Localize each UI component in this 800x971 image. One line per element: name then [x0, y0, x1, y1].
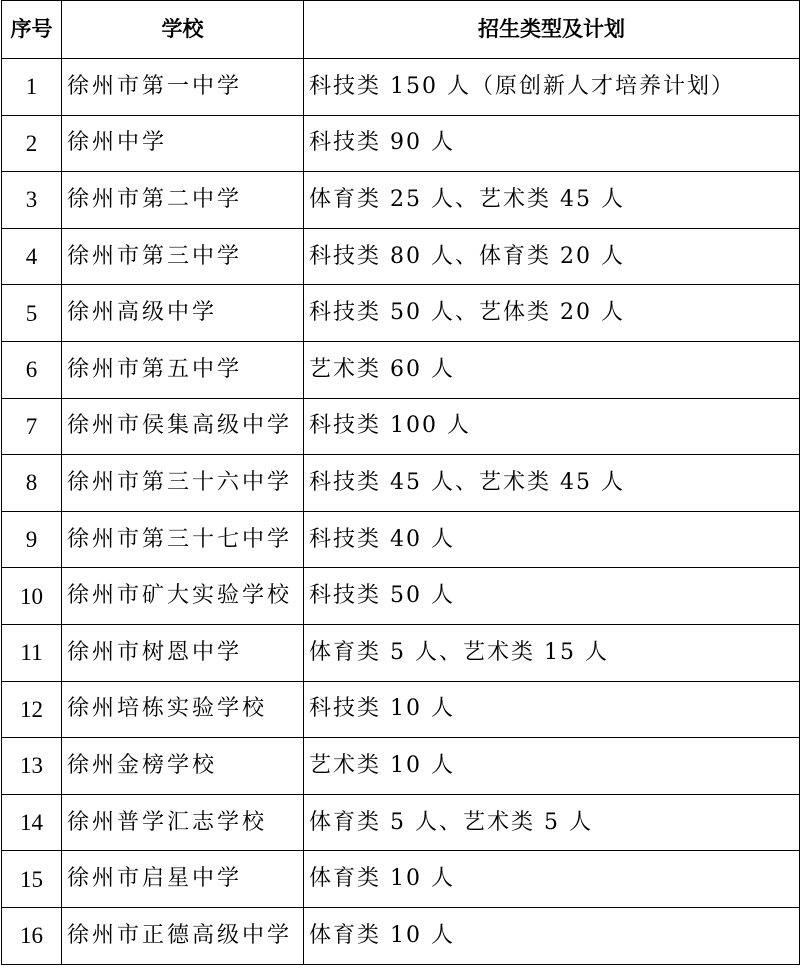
- table-row: [2, 681, 800, 738]
- row-school: 徐州市第二中学: [62, 172, 304, 229]
- row-index: 16: [2, 907, 62, 964]
- header-index: 序号: [2, 1, 62, 59]
- row-school: 徐州高级中学: [62, 285, 304, 342]
- table-row: [2, 851, 800, 908]
- row-index: 12: [2, 681, 62, 738]
- row-index: 15: [2, 851, 62, 908]
- row-plan: 科技类 50 人、艺体类 20 人: [304, 285, 800, 342]
- row-plan: 科技类 100 人: [304, 398, 800, 455]
- row-index: 8: [2, 455, 62, 512]
- row-index: 3: [2, 172, 62, 229]
- row-school: 徐州市第五中学: [62, 341, 304, 398]
- table-row: [2, 511, 800, 568]
- row-plan: 科技类 150 人（原创新人才培养计划）: [304, 59, 800, 116]
- table-row: [2, 398, 800, 455]
- table-row: [2, 228, 800, 285]
- row-index: 6: [2, 341, 62, 398]
- table-row: [2, 794, 800, 851]
- row-index: 13: [2, 738, 62, 795]
- table-body: [2, 59, 800, 965]
- row-plan: 科技类 40 人: [304, 511, 800, 568]
- table-row: [2, 738, 800, 795]
- row-school: 徐州市正德高级中学: [62, 907, 304, 964]
- row-plan: 科技类 90 人: [304, 115, 800, 172]
- row-index: 7: [2, 398, 62, 455]
- row-school: 徐州市第三十七中学: [62, 511, 304, 568]
- table-row: [2, 907, 800, 964]
- row-plan: 科技类 50 人: [304, 568, 800, 625]
- header-plan: 招生类型及计划: [304, 1, 800, 59]
- row-school: 徐州市第三十六中学: [62, 455, 304, 512]
- table-header: [2, 1, 800, 59]
- row-plan: 科技类 45 人、艺术类 45 人: [304, 455, 800, 512]
- row-school: 徐州市侯集高级中学: [62, 398, 304, 455]
- row-school: 徐州培栋实验学校: [62, 681, 304, 738]
- row-plan: 科技类 10 人: [304, 681, 800, 738]
- row-index: 9: [2, 511, 62, 568]
- table-row: [2, 115, 800, 172]
- row-school: 徐州市树恩中学: [62, 624, 304, 681]
- table-row: [2, 285, 800, 342]
- row-plan: 体育类 10 人: [304, 907, 800, 964]
- row-index: 5: [2, 285, 62, 342]
- row-school: 徐州中学: [62, 115, 304, 172]
- table-row: [2, 341, 800, 398]
- row-school: 徐州市矿大实验学校: [62, 568, 304, 625]
- table-row: [2, 59, 800, 116]
- row-school: 徐州金榜学校: [62, 738, 304, 795]
- row-index: 4: [2, 228, 62, 285]
- row-school: 徐州普学汇志学校: [62, 794, 304, 851]
- row-index: 14: [2, 794, 62, 851]
- row-school: 徐州市启星中学: [62, 851, 304, 908]
- row-index: 10: [2, 568, 62, 625]
- row-school: 徐州市第三中学: [62, 228, 304, 285]
- header-row: [2, 1, 800, 59]
- row-index: 2: [2, 115, 62, 172]
- row-school: 徐州市第一中学: [62, 59, 304, 116]
- row-plan: 艺术类 10 人: [304, 738, 800, 795]
- enrollment-plan-table: [1, 0, 800, 965]
- row-plan: 艺术类 60 人: [304, 341, 800, 398]
- table-row: [2, 568, 800, 625]
- row-index: 11: [2, 624, 62, 681]
- header-school: 学校: [62, 1, 304, 59]
- row-plan: 体育类 5 人、艺术类 15 人: [304, 624, 800, 681]
- row-plan: 科技类 80 人、体育类 20 人: [304, 228, 800, 285]
- table-row: [2, 624, 800, 681]
- row-plan: 体育类 25 人、艺术类 45 人: [304, 172, 800, 229]
- table-row: [2, 455, 800, 512]
- row-plan: 体育类 10 人: [304, 851, 800, 908]
- row-index: 1: [2, 59, 62, 116]
- table-row: [2, 172, 800, 229]
- row-plan: 体育类 5 人、艺术类 5 人: [304, 794, 800, 851]
